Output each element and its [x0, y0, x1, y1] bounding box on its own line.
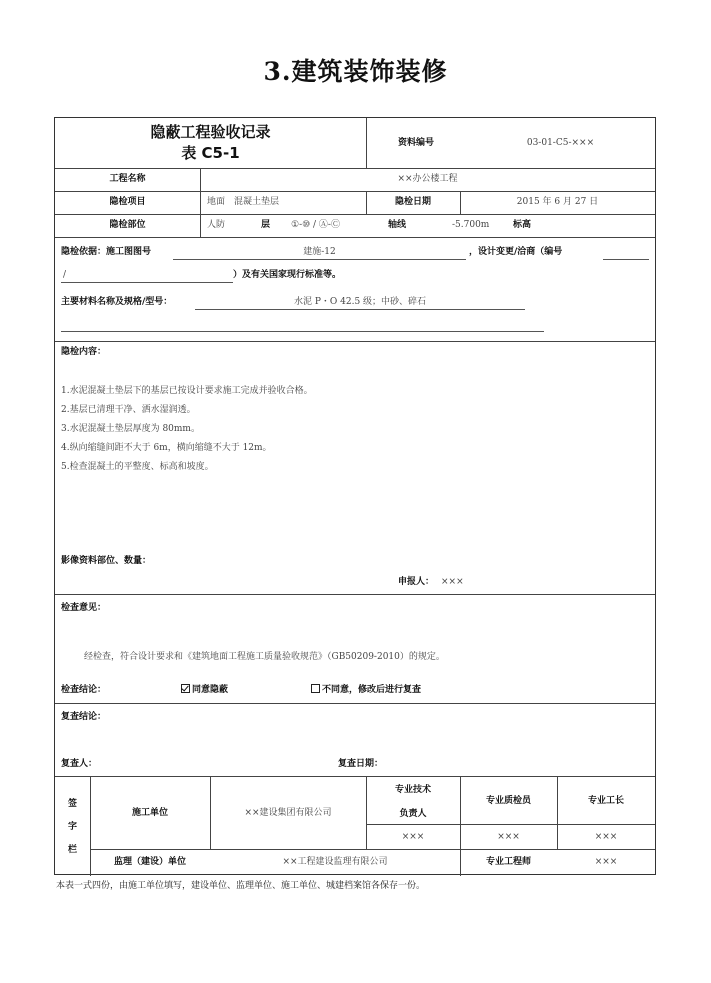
inspection-form: [54, 117, 656, 875]
content-item-3: 3.水泥混凝土垫层厚度为 80mm。: [61, 424, 200, 434]
disagree-option[interactable]: 不同意，修改后进行复查: [311, 684, 421, 696]
engineer-value: ×××: [594, 857, 618, 867]
recheck-date-label: 复查日期：: [338, 759, 384, 769]
inspection-label: 检查意见：: [61, 603, 107, 613]
tech-lead-label-2: 负责人: [399, 809, 427, 819]
supervision-value: ××工程建设监理有限公司: [282, 857, 388, 867]
content-item-5: 5.检查混凝土的平整度、标高和坡度。: [61, 462, 214, 472]
reporter-label: 申报人：: [398, 577, 435, 587]
date-label: 隐检日期: [394, 197, 431, 207]
recheck-conclusion-label: 复查结论：: [61, 712, 107, 722]
footnote: 本表一式四份，由施工单位填写，建设单位、监理单位、施工单位、城建档案馆各保存一份。: [56, 881, 426, 891]
drawing-no: 建施-12: [303, 247, 336, 257]
sign-col-1: 签: [67, 799, 77, 809]
project-name-value: ××办公楼工程: [397, 174, 458, 184]
tech-lead-label-1: 专业技术: [394, 785, 431, 795]
content-item-4: 4.纵向缩缝间距不大于 6m，横向缩缝不大于 12m。: [61, 443, 272, 453]
location-label: 隐检部位: [109, 220, 146, 230]
engineer-label: 专业工程师: [485, 857, 531, 867]
sign-col-2: 字: [67, 822, 77, 832]
sign-col-3: 栏: [67, 845, 77, 855]
inspection-opinion: 经检查，符合设计要求和《建筑地面工程施工质量验收规范》（GB50209-2010）的规定。: [84, 652, 445, 662]
qc-value: ×××: [497, 832, 520, 842]
foreman-label: 专业工长: [587, 796, 624, 806]
conclusion-label: 检查结论：: [61, 685, 107, 695]
page-title: 3.建筑装饰装修: [263, 57, 448, 86]
reporter-value: ×××: [441, 577, 464, 587]
unchecked-box-icon[interactable]: [311, 684, 320, 693]
date-value: 2015 年 6 月 27 日: [516, 197, 599, 207]
agree-option[interactable]: 同意隐蔽: [181, 684, 228, 696]
form-title: 隐蔽工程验收记录: [150, 123, 271, 141]
image-label: 影像资料部位、数量：: [61, 556, 152, 566]
project-name-label: 工程名称: [109, 174, 146, 184]
foreman-value: ×××: [594, 832, 618, 842]
elevation-value: -5.700m: [452, 220, 490, 230]
basis-suffix: ）及有关国家现行标准等。: [233, 270, 342, 280]
location-axes: ①-⑩ / Ⓐ-Ⓒ: [291, 220, 340, 230]
content-item-2: 2.基层已清理干净、洒水湿润透。: [61, 405, 196, 415]
floor-label: 层: [261, 220, 271, 230]
checked-box-icon[interactable]: [181, 684, 190, 693]
elevation-label: 标高: [513, 220, 532, 230]
qc-label: 专业质检员: [485, 796, 531, 806]
item-value: 地面 混凝土垫层: [207, 197, 280, 207]
construction-unit-value: ××建设集团有限公司: [244, 808, 332, 818]
content-label: 隐检内容：: [61, 347, 107, 357]
item-label: 隐检项目: [109, 197, 146, 207]
basis-middle: ，设计变更/洽商（编号: [469, 247, 563, 257]
materials-label: 主要材料名称及规格/型号：: [61, 297, 173, 307]
basis-prefix: 隐检依据：施工图图号: [61, 247, 152, 257]
change-no: /: [63, 270, 67, 280]
content-item-1: 1.水泥混凝土垫层下的基层已按设计要求施工完成并验收合格。: [61, 386, 313, 396]
form-code: 表 C5-1: [181, 144, 240, 162]
tech-lead-value: ×××: [401, 832, 425, 842]
doc-no-label: 资料编号: [397, 138, 434, 148]
location-part: 人防: [207, 220, 226, 230]
axis-label: 轴线: [388, 220, 407, 230]
recheck-person-label: 复查人：: [61, 759, 98, 769]
doc-no-value: 03-01-C5-×××: [526, 138, 595, 148]
supervision-label: 监理（建设）单位: [113, 857, 186, 867]
construction-unit-label: 施工单位: [131, 808, 168, 818]
materials-value: 水泥 P・O 42.5 级；中砂、碎石: [293, 297, 427, 307]
